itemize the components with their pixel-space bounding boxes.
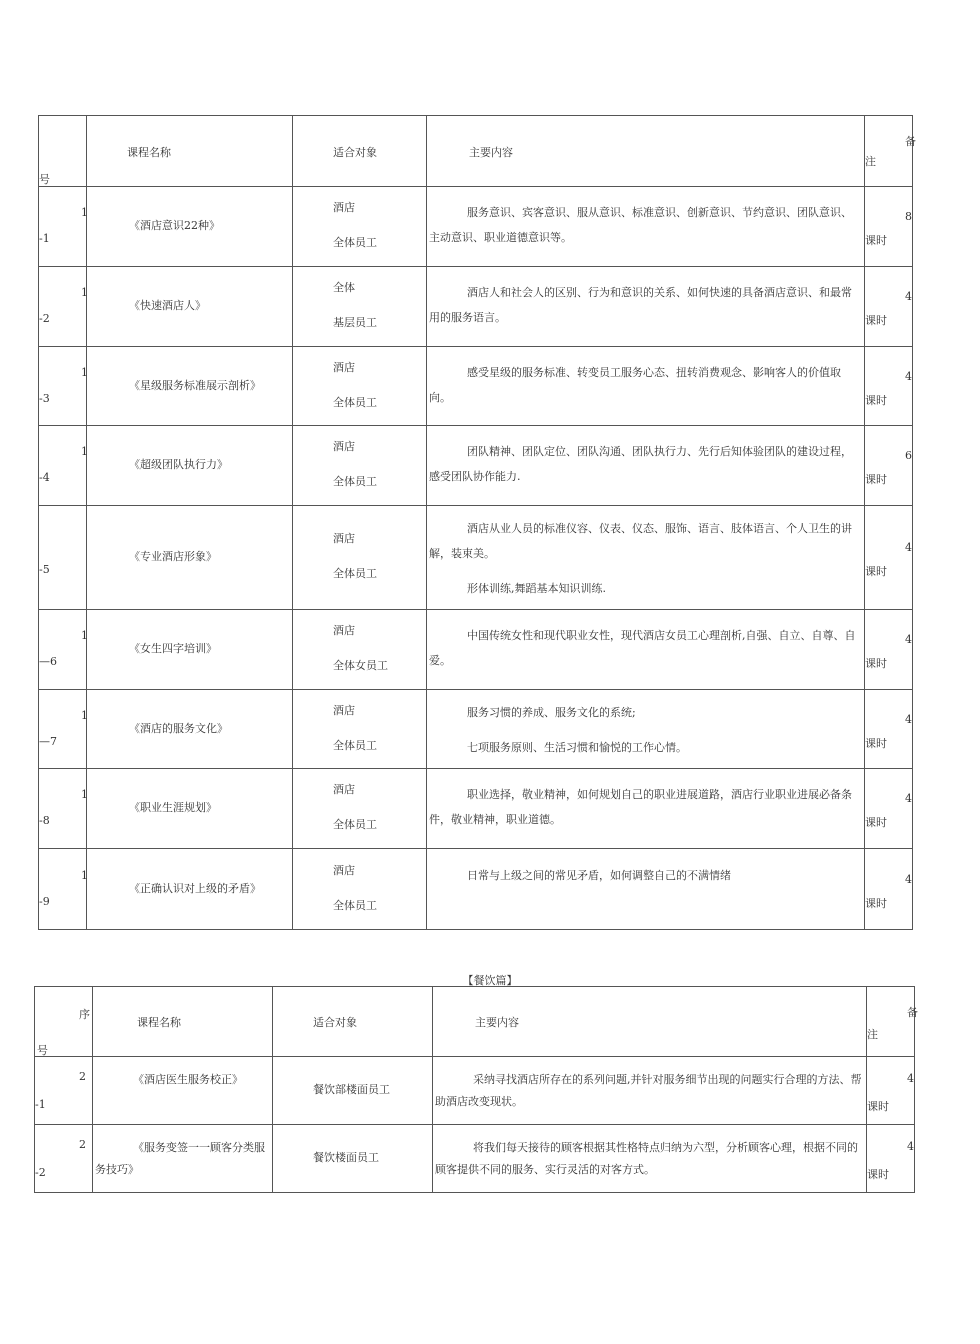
target-cell xyxy=(293,426,427,506)
seq-cell xyxy=(39,610,87,690)
course-name-cell xyxy=(87,426,293,506)
table-row xyxy=(39,267,913,347)
remark-cell xyxy=(865,506,913,610)
remark-cell xyxy=(865,187,913,267)
seq-minor: -4 xyxy=(39,471,50,484)
header-content: 主要内容 xyxy=(475,1016,519,1029)
seq-major: 1 xyxy=(81,286,88,299)
remark-cell xyxy=(865,610,913,690)
seq-major: 2 xyxy=(79,1138,86,1151)
table-row xyxy=(39,610,913,690)
course-name: 《职业生涯规划》 xyxy=(129,801,217,814)
hours-value: 4 xyxy=(905,370,912,383)
content-cell xyxy=(427,267,865,347)
table-row xyxy=(39,769,913,849)
header-seq: 号 xyxy=(37,1044,48,1057)
table-header-row xyxy=(39,116,913,187)
course-content: 日常与上级之间的常见矛盾，如何调整自己的不满情绪 xyxy=(467,869,731,882)
hours-value: 4 xyxy=(905,792,912,805)
header-target: 适合对象 xyxy=(313,1016,357,1029)
course-content: 将我们每天接待的顾客根据其性格特点归纳为六型，分析顾客心理，根据不同的顾客提供不同的服务、实行灵活的对客方式。 xyxy=(435,1141,858,1176)
target-line-2: 全体员工 xyxy=(333,818,377,831)
course-name: 《酒店意识22种》 xyxy=(129,219,220,232)
course-name-cell xyxy=(87,849,293,930)
course-content: 形体训练,舞蹈基本知识训练. xyxy=(467,582,606,595)
course-name-cell xyxy=(87,769,293,849)
hours-unit: 课时 xyxy=(865,657,887,670)
course-content: 感受星级的服务标准、转变员工服务心态、扭转消费观念、影响客人的价值取向。 xyxy=(429,366,841,404)
table-row xyxy=(39,347,913,426)
target-cell xyxy=(273,1057,433,1125)
content-cell xyxy=(427,610,865,690)
content-cell xyxy=(427,426,865,506)
target-cell xyxy=(293,690,427,769)
course-name-cell xyxy=(87,690,293,769)
course-name: 《酒店的服务文化》 xyxy=(129,722,228,735)
seq-cell xyxy=(35,1125,93,1193)
table-row xyxy=(35,1057,915,1125)
table-header-row xyxy=(35,987,915,1057)
table-row xyxy=(39,506,913,610)
header-name: 课程名称 xyxy=(127,146,171,159)
hours-unit: 课时 xyxy=(867,1168,889,1181)
content-cell xyxy=(427,506,865,610)
seq-cell xyxy=(39,849,87,930)
seq-major: 1 xyxy=(81,629,88,642)
table-row xyxy=(39,690,913,769)
seq-minor: —6 xyxy=(39,655,57,668)
course-name: 《超级团队执行力》 xyxy=(129,458,228,471)
course-name-cell xyxy=(93,1057,273,1125)
course-content: 职业选择，敬业精神，如何规划自己的职业进展道路，酒店行业职业进展必备条件，敬业精神，职业道德。 xyxy=(429,788,852,826)
hours-value: 4 xyxy=(905,633,912,646)
target-line-1: 酒店 xyxy=(333,864,355,877)
course-content: 采纳寻找酒店所存在的系列问题,并针对服务细节出现的问题实行合理的方法、帮助酒店改变现状。 xyxy=(435,1073,862,1108)
seq-minor: -2 xyxy=(35,1166,46,1179)
target-cell xyxy=(293,187,427,267)
header-remark-top: 备 xyxy=(907,1006,918,1019)
hours-unit: 课时 xyxy=(865,737,887,750)
course-content: 服务意识、宾客意识、服从意识、标准意识、创新意识、节约意识、团队意识、主动意识、职业道德意识等。 xyxy=(429,206,852,244)
seq-cell xyxy=(39,187,87,267)
target-cell xyxy=(293,506,427,610)
header-remark-cell xyxy=(865,116,916,187)
course-content: 酒店人和社会人的区别、行为和意识的关系、如何快速的具备酒店意识、和最常用的服务语言。 xyxy=(429,286,852,324)
section-title-catering: 【餐饮篇】 xyxy=(462,974,518,987)
seq-major: 1 xyxy=(81,206,88,219)
seq-cell xyxy=(39,347,87,426)
target-line-1: 酒店 xyxy=(333,624,355,637)
target-cell xyxy=(293,769,427,849)
header-seq: 号 xyxy=(39,173,50,186)
content-cell xyxy=(427,849,865,930)
remark-cell xyxy=(867,1125,915,1193)
header-content: 主要内容 xyxy=(469,146,513,159)
hours-unit: 课时 xyxy=(865,314,887,327)
remark-cell xyxy=(865,690,913,769)
hours-value: 4 xyxy=(907,1072,914,1085)
seq-major: 1 xyxy=(81,788,88,801)
hours-unit: 课时 xyxy=(865,473,887,486)
seq-major: 1 xyxy=(81,366,88,379)
table-row xyxy=(39,426,913,506)
seq-cell xyxy=(39,769,87,849)
hours-unit: 课时 xyxy=(865,897,887,910)
target-cell xyxy=(293,610,427,690)
target-line-1: 酒店 xyxy=(333,532,355,545)
header-seq-cell xyxy=(39,116,87,187)
seq-minor: -3 xyxy=(39,392,50,405)
seq-major: 1 xyxy=(81,709,88,722)
target: 餐饮楼面员工 xyxy=(313,1151,379,1164)
course-name: 《快速酒店人》 xyxy=(129,299,206,312)
seq-minor: -9 xyxy=(39,895,50,908)
seq-cell xyxy=(35,1057,93,1125)
header-seq-top: 序 xyxy=(79,1008,90,1021)
hours-value: 4 xyxy=(905,713,912,726)
header-target-cell xyxy=(293,116,427,187)
remark-cell xyxy=(865,426,913,506)
hours-value: 4 xyxy=(905,873,912,886)
content-cell xyxy=(433,1057,867,1125)
hours-unit: 课时 xyxy=(865,816,887,829)
header-name-cell xyxy=(87,116,293,187)
target-cell xyxy=(293,849,427,930)
seq-minor: -1 xyxy=(39,232,50,245)
hours-unit: 课时 xyxy=(865,234,887,247)
course-name: 《星级服务标准展示剖析》 xyxy=(129,379,261,392)
course-name-cell xyxy=(87,347,293,426)
course-content: 酒店从业人员的标准仪容、仪表、仪态、服饰、语言、肢体语言、个人卫生的讲解，装束美。 xyxy=(429,522,852,560)
target-line-2: 全体员工 xyxy=(333,739,377,752)
hours-value: 4 xyxy=(907,1140,914,1153)
target-cell xyxy=(293,347,427,426)
hours-value: 4 xyxy=(905,290,912,303)
remark-cell xyxy=(865,347,913,426)
target-line-1: 酒店 xyxy=(333,361,355,374)
course-name: 《女生四字培训》 xyxy=(129,642,217,655)
course-content: 服务习惯的养成、服务文化的系统; xyxy=(467,706,636,719)
seq-minor: -5 xyxy=(39,563,50,576)
hours-value: 6 xyxy=(905,449,912,462)
seq-major: 1 xyxy=(81,869,88,882)
target-line-2: 全体员工 xyxy=(333,396,377,409)
seq-cell xyxy=(39,690,87,769)
course-table-catering xyxy=(34,986,918,1193)
hours-value: 4 xyxy=(905,541,912,554)
header-name-cell xyxy=(93,987,273,1057)
course-name: 《酒店医生服务校正》 xyxy=(133,1073,243,1086)
course-name-cell xyxy=(87,267,293,347)
hours-value: 8 xyxy=(905,210,912,223)
target-line-2: 全体员工 xyxy=(333,567,377,580)
course-name: 《服务变签一一顾客分类服务技巧》 xyxy=(95,1141,265,1176)
course-name-cell xyxy=(87,187,293,267)
course-content: 七项服务原则、生活习惯和愉悦的工作心情。 xyxy=(467,741,687,754)
content-cell xyxy=(433,1125,867,1193)
header-remark-cell xyxy=(867,987,918,1057)
course-name: 《专业酒店形象》 xyxy=(129,550,217,563)
target-line-2: 全体员工 xyxy=(333,236,377,249)
course-name-cell xyxy=(87,506,293,610)
target-line-1: 全体 xyxy=(333,281,355,294)
table-row xyxy=(39,849,913,930)
course-name-cell xyxy=(93,1125,273,1193)
target-line-1: 酒店 xyxy=(333,201,355,214)
header-remark: 注 xyxy=(867,1028,878,1041)
target-line-1: 酒店 xyxy=(333,783,355,796)
target-line-2: 全体员工 xyxy=(333,475,377,488)
seq-minor: —7 xyxy=(39,735,57,748)
remark-cell xyxy=(865,849,913,930)
target-line-2: 基层员工 xyxy=(333,316,377,329)
hours-unit: 课时 xyxy=(867,1100,889,1113)
target-line-1: 酒店 xyxy=(333,440,355,453)
target-cell xyxy=(293,267,427,347)
table-row xyxy=(35,1125,915,1193)
seq-minor: -2 xyxy=(39,312,50,325)
seq-minor: -1 xyxy=(35,1098,46,1111)
header-target: 适合对象 xyxy=(333,146,377,159)
seq-major: 1 xyxy=(81,445,88,458)
course-content: 团队精神、团队定位、团队沟通、团队执行力、先行后知体验团队的建设过程，感受团队协作能力. xyxy=(429,445,852,483)
content-cell xyxy=(427,347,865,426)
content-cell xyxy=(427,769,865,849)
header-seq-cell xyxy=(35,987,93,1057)
remark-cell xyxy=(865,267,913,347)
course-table-general xyxy=(38,115,916,930)
course-name: 《正确认识对上级的矛盾》 xyxy=(129,882,261,895)
target-line-2: 全体员工 xyxy=(333,899,377,912)
table-row xyxy=(39,187,913,267)
header-content-cell xyxy=(427,116,865,187)
course-content: 中国传统女性和现代职业女性，现代酒店女员工心理剖析,自强、自立、自尊、自爱。 xyxy=(429,629,856,667)
content-cell xyxy=(427,690,865,769)
content-cell xyxy=(427,187,865,267)
seq-major: 2 xyxy=(79,1070,86,1083)
target-cell xyxy=(273,1125,433,1193)
seq-minor: -8 xyxy=(39,814,50,827)
hours-unit: 课时 xyxy=(865,565,887,578)
seq-cell xyxy=(39,506,87,610)
remark-cell xyxy=(865,769,913,849)
target-line-1: 酒店 xyxy=(333,704,355,717)
target-line-2: 全体女员工 xyxy=(333,659,388,672)
header-remark-top: 备 xyxy=(905,135,916,148)
header-remark: 注 xyxy=(865,155,876,168)
header-name: 课程名称 xyxy=(137,1016,181,1029)
hours-unit: 课时 xyxy=(865,394,887,407)
seq-cell xyxy=(39,426,87,506)
header-target-cell xyxy=(273,987,433,1057)
target: 餐饮部楼面员工 xyxy=(313,1083,390,1096)
seq-cell xyxy=(39,267,87,347)
course-name-cell xyxy=(87,610,293,690)
remark-cell xyxy=(867,1057,915,1125)
header-content-cell xyxy=(433,987,867,1057)
